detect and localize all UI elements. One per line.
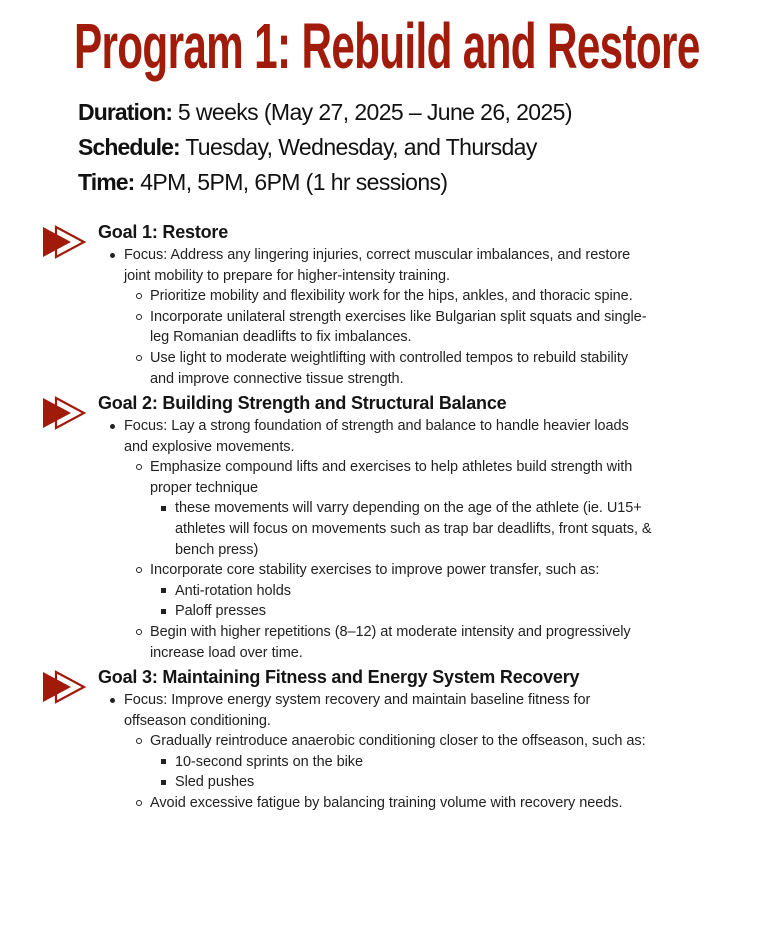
double-arrow-icon — [42, 670, 88, 704]
list-item-text: leg Romanian deadlifts to fix imbalances. — [150, 329, 412, 346]
square-bullet — [161, 588, 166, 593]
duration-label: Duration: — [78, 99, 173, 125]
schedule-value: Tuesday, Wednesday, and Thursday — [179, 134, 537, 160]
disc-bullet — [110, 253, 115, 258]
time-value: 4PM, 5PM, 6PM (1 hr sessions) — [134, 169, 448, 195]
disc-bullet — [110, 698, 115, 703]
time-label: Time: — [78, 169, 135, 195]
list-item-text: proper technique — [150, 479, 259, 496]
list-item-text: joint mobility to prepare for higher-intensity training. — [124, 267, 451, 284]
program-meta — [78, 96, 572, 201]
list-item-text: 10-second sprints on the bike — [175, 753, 363, 770]
schedule-label: Schedule: — [78, 134, 180, 160]
circle-bullet — [136, 314, 142, 320]
disc-bullet — [110, 424, 115, 429]
list-item-text: Anti-rotation holds — [175, 582, 291, 599]
list-item-text: athletes will focus on movements such as trap bar deadlifts, front squats, & — [175, 521, 652, 537]
list-item-text: increase load over time. — [150, 644, 303, 661]
list-item-text: Sled pushes — [175, 774, 255, 791]
circle-bullet — [136, 800, 142, 806]
goal-title: Goal 3: Maintaining Fitness and Energy System Recovery — [98, 667, 580, 687]
circle-bullet — [136, 293, 142, 299]
circle-bullet — [136, 464, 142, 470]
list-item-text: Focus: Improve energy system recovery and maintain baseline fitness for — [124, 692, 591, 708]
goal-title: Goal 2: Building Strength and Structural Balance — [98, 393, 507, 413]
schedule-row — [78, 131, 572, 166]
circle-bullet — [136, 355, 142, 361]
square-bullet — [161, 759, 166, 764]
list-item-text: bench press) — [175, 541, 259, 558]
list-item-text: Focus: Address any lingering injuries, correct muscular imbalances, and restore — [124, 247, 631, 263]
circle-bullet — [136, 629, 142, 635]
circle-bullet — [136, 738, 142, 744]
list-item-text: Incorporate core stability exercises to improve power transfer, such as: — [150, 562, 600, 579]
double-arrow-icon — [42, 396, 88, 430]
list-item-text: Focus: Lay a strong foundation of strength and balance to handle heavier loads — [124, 418, 629, 434]
list-item-text: Paloff presses — [175, 603, 266, 620]
square-bullet — [161, 609, 166, 614]
duration-value: 5 weeks (May 27, 2025 – June 26, 2025) — [172, 99, 572, 125]
list-item-text: and explosive movements. — [124, 438, 295, 455]
circle-bullet — [136, 567, 142, 573]
square-bullet — [161, 780, 166, 785]
list-item-text: Incorporate unilateral strength exercises like Bulgarian split squats and single- — [150, 308, 647, 325]
page-title: Program 1: Rebuild and Restore — [74, 10, 700, 82]
list-item-text: Prioritize mobility and flexibility work for the hips, ankles, and thoracic spine. — [150, 288, 633, 305]
time-row — [78, 166, 572, 201]
list-item-text: Emphasize compound lifts and exercises to help athletes build strength with — [150, 459, 633, 476]
list-item-text: offseason conditioning. — [124, 712, 271, 729]
duration-row — [78, 96, 572, 131]
list-item-text: Gradually reintroduce anaerobic conditioning closer to the offseason, such as: — [150, 733, 646, 750]
list-item-text: and improve connective tissue strength. — [150, 370, 404, 387]
list-item-text: these movements will varry depending on the age of the athlete (ie. U15+ — [175, 500, 642, 517]
list-item-text: Avoid excessive fatigue by balancing training volume with recovery needs. — [150, 795, 623, 811]
list-item-text: Begin with higher repetitions (8–12) at moderate intensity and progressively — [150, 624, 631, 640]
double-arrow-icon — [42, 225, 88, 259]
list-item-text: Use light to moderate weightlifting with controlled tempos to rebuild stability — [150, 350, 629, 366]
goal-title: Goal 1: Restore — [98, 222, 229, 242]
square-bullet — [161, 506, 166, 511]
